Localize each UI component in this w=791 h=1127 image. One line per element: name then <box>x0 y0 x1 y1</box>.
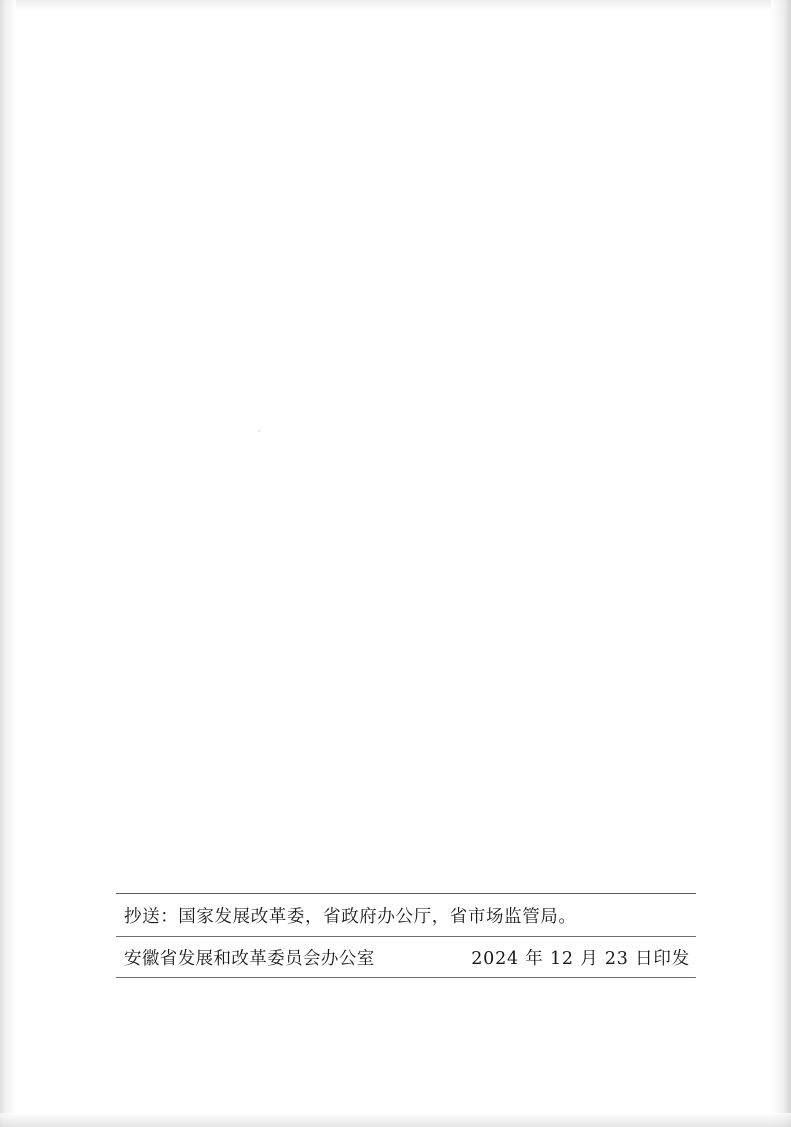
document-footer <box>116 893 696 978</box>
footer-bottom-rule <box>116 977 696 978</box>
scan-edge-top <box>0 0 791 10</box>
cc-row <box>116 894 696 936</box>
paper-speck <box>258 430 260 432</box>
scan-edge-right <box>771 0 791 1127</box>
issuer-name-text: 安徽省发展和改革委员会办公室 <box>124 949 375 969</box>
issuer-row <box>116 937 696 977</box>
scan-edge-left <box>0 0 16 1127</box>
scan-edge-bottom <box>0 1113 791 1127</box>
issue-date-text: 2024 年 12 月 23 日印发 <box>471 949 690 969</box>
cc-line-text: 抄送：国家发展改革委，省政府办公厅，省市场监管局。 <box>124 907 577 927</box>
